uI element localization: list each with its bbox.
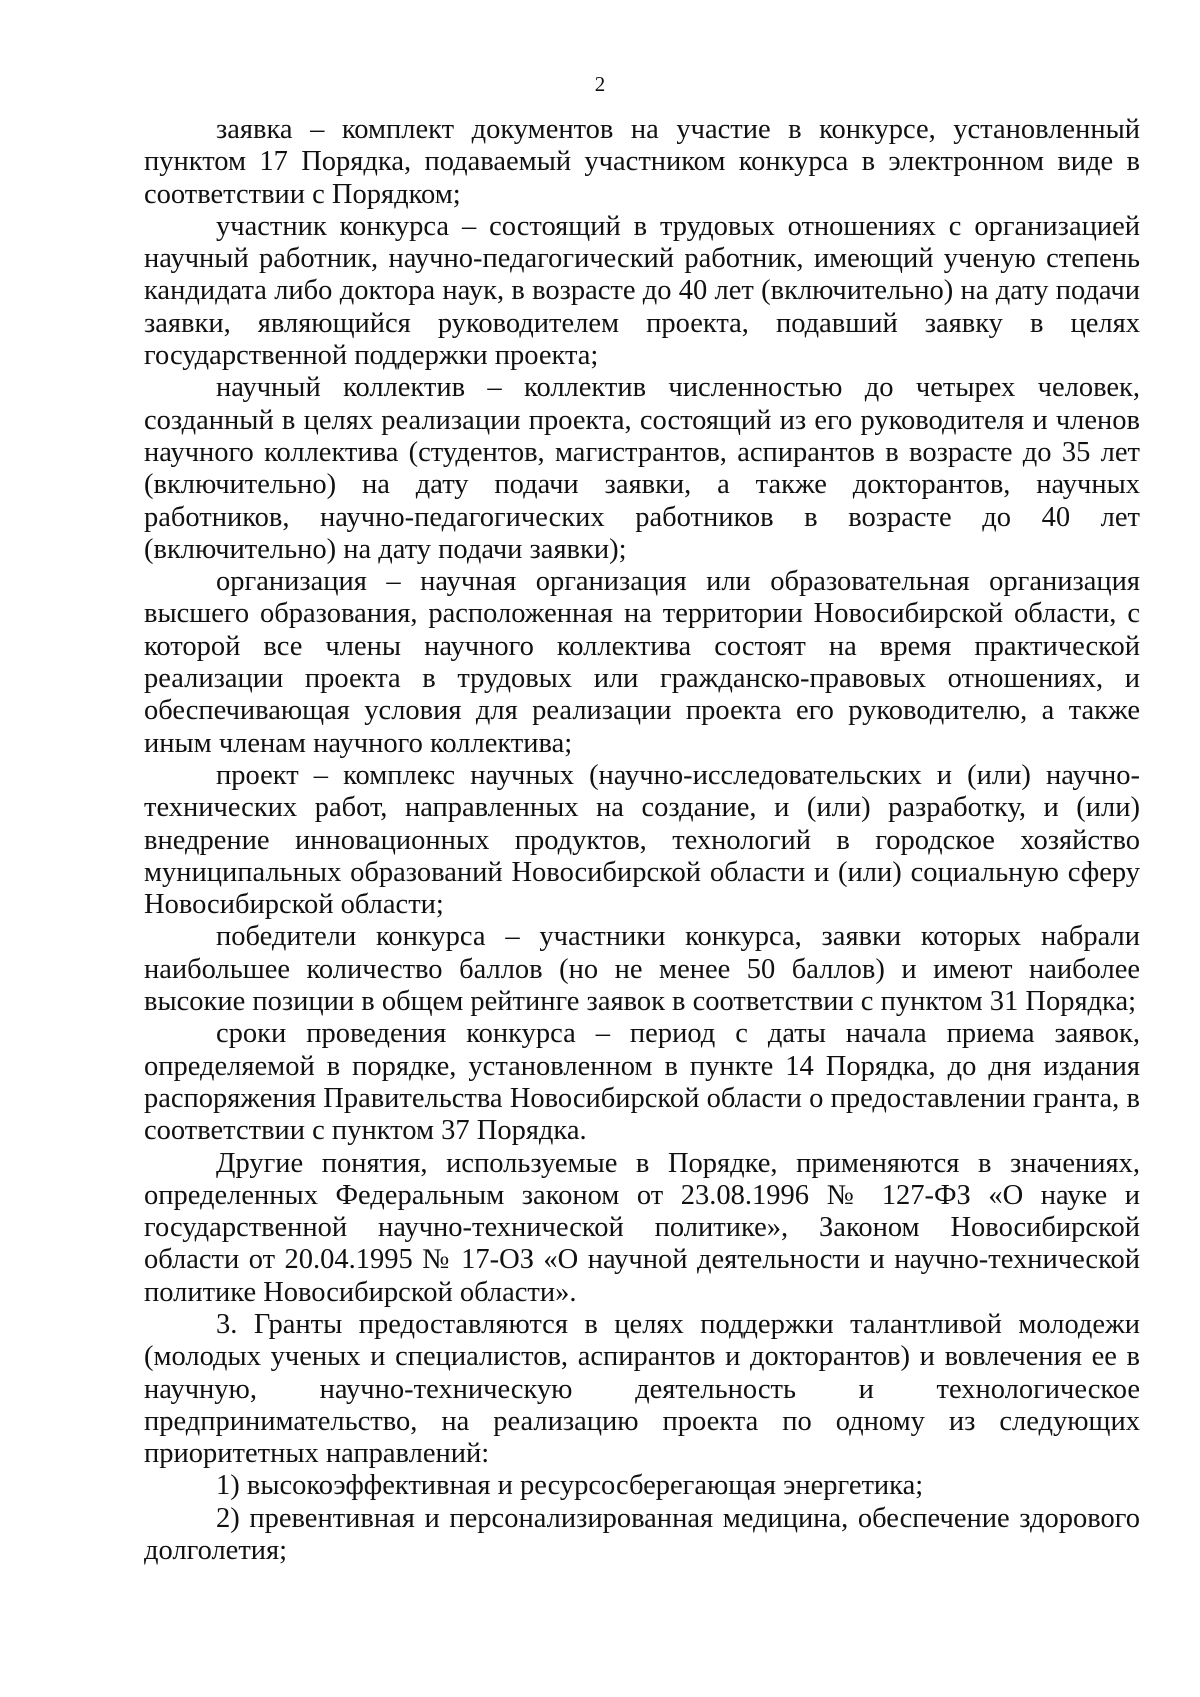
paragraph-definition-organization: организация – научная организация или образовательная организация высшего образования, расположенная на территории Новосибирской области, с которой все члены научного коллектива состоят на время практической реализации проекта в трудовых или гражданско-правовых отношениях, и обеспечивающая условия для реализации проекта его руководителю, а также иным членам научного коллектива; xyxy=(144,566,1140,759)
list-item-medicine: 2) превентивная и персонализированная медицина, обеспечение здорового долголетия; xyxy=(144,1502,1140,1567)
document-body xyxy=(144,114,1140,1567)
paragraph-definition-application: заявка – комплект документов на участие в конкурсе, установленный пунктом 17 Порядка, подаваемый участником конкурса в электронном виде в соответствии с Порядком; xyxy=(144,114,1140,210)
paragraph-definition-research-team: научный коллектив – коллектив численностью до четырех человек, созданный в целях реализации проекта, состоящий из его руководителя и членов научного коллектива (студентов, магистрантов, аспирантов в возрасте до 35 лет (включительно) на дату подачи заявки, а также докторантов, научных работников, научно-педагогических работников в возрасте до 40 лет (включительно) на дату подачи заявки); xyxy=(144,372,1140,565)
page-number: 2 xyxy=(594,72,606,96)
list-item-energy: 1) высокоэффективная и ресурсосберегающая энергетика; xyxy=(216,1470,924,1502)
paragraph-definition-project: проект – комплекс научных (научно-исследовательских и (или) научно-технических работ, направленных на создание, и (или) разработку, и (или) внедрение инновационных продуктов, технологий в городское хозяйство муниципальных образований Новосибирской области и (или) социальную сферу Новосибирской области; xyxy=(144,759,1140,921)
paragraph-definition-winners: победители конкурса – участники конкурса, заявки которых набрали наибольшее количество баллов (но не менее 50 баллов) и имеют наиболее высокие позиции в общем рейтинге заявок в соответствии с пунктом 31 Порядка; xyxy=(144,921,1140,1018)
paragraph-definition-participant: участник конкурса – состоящий в трудовых отношениях с организацией научный работник, научно-педагогический работник, имеющий ученую степень кандидата либо доктора наук, в возрасте до 40 лет (включительно) на дату подачи заявки, являющийся руководителем проекта, подавший заявку в целях государственной поддержки проекта; xyxy=(144,210,1140,372)
paragraph-grant-purpose: 3. Гранты предоставляются в целях поддержки талантливой молодежи (молодых ученых и специалистов, аспирантов и докторантов) и вовлечения ее в научную, научно-техническую деятельность и технологическое предпринимательство, на реализацию проекта по одному из следующих приоритетных направлений: xyxy=(144,1308,1140,1470)
paragraph-other-terms: Другие понятия, используемые в Порядке, применяются в значениях, определенных Федеральным законом от 23.08.1996 № 127-ФЗ «О науке и государственной научно-технической политике», Законом Новосибирской области от 20.04.1995 № 17-ОЗ «О научной деятельности и научно-технической политике Новосибирской области». xyxy=(144,1147,1140,1308)
paragraph-definition-contest-period: сроки проведения конкурса – период с даты начала приема заявок, определяемой в порядке, установленном в пункте 14 Порядка, до дня издания распоряжения Правительства Новосибирской области о предоставлении гранта, в соответствии с пунктом 37 Порядка. xyxy=(144,1018,1140,1147)
